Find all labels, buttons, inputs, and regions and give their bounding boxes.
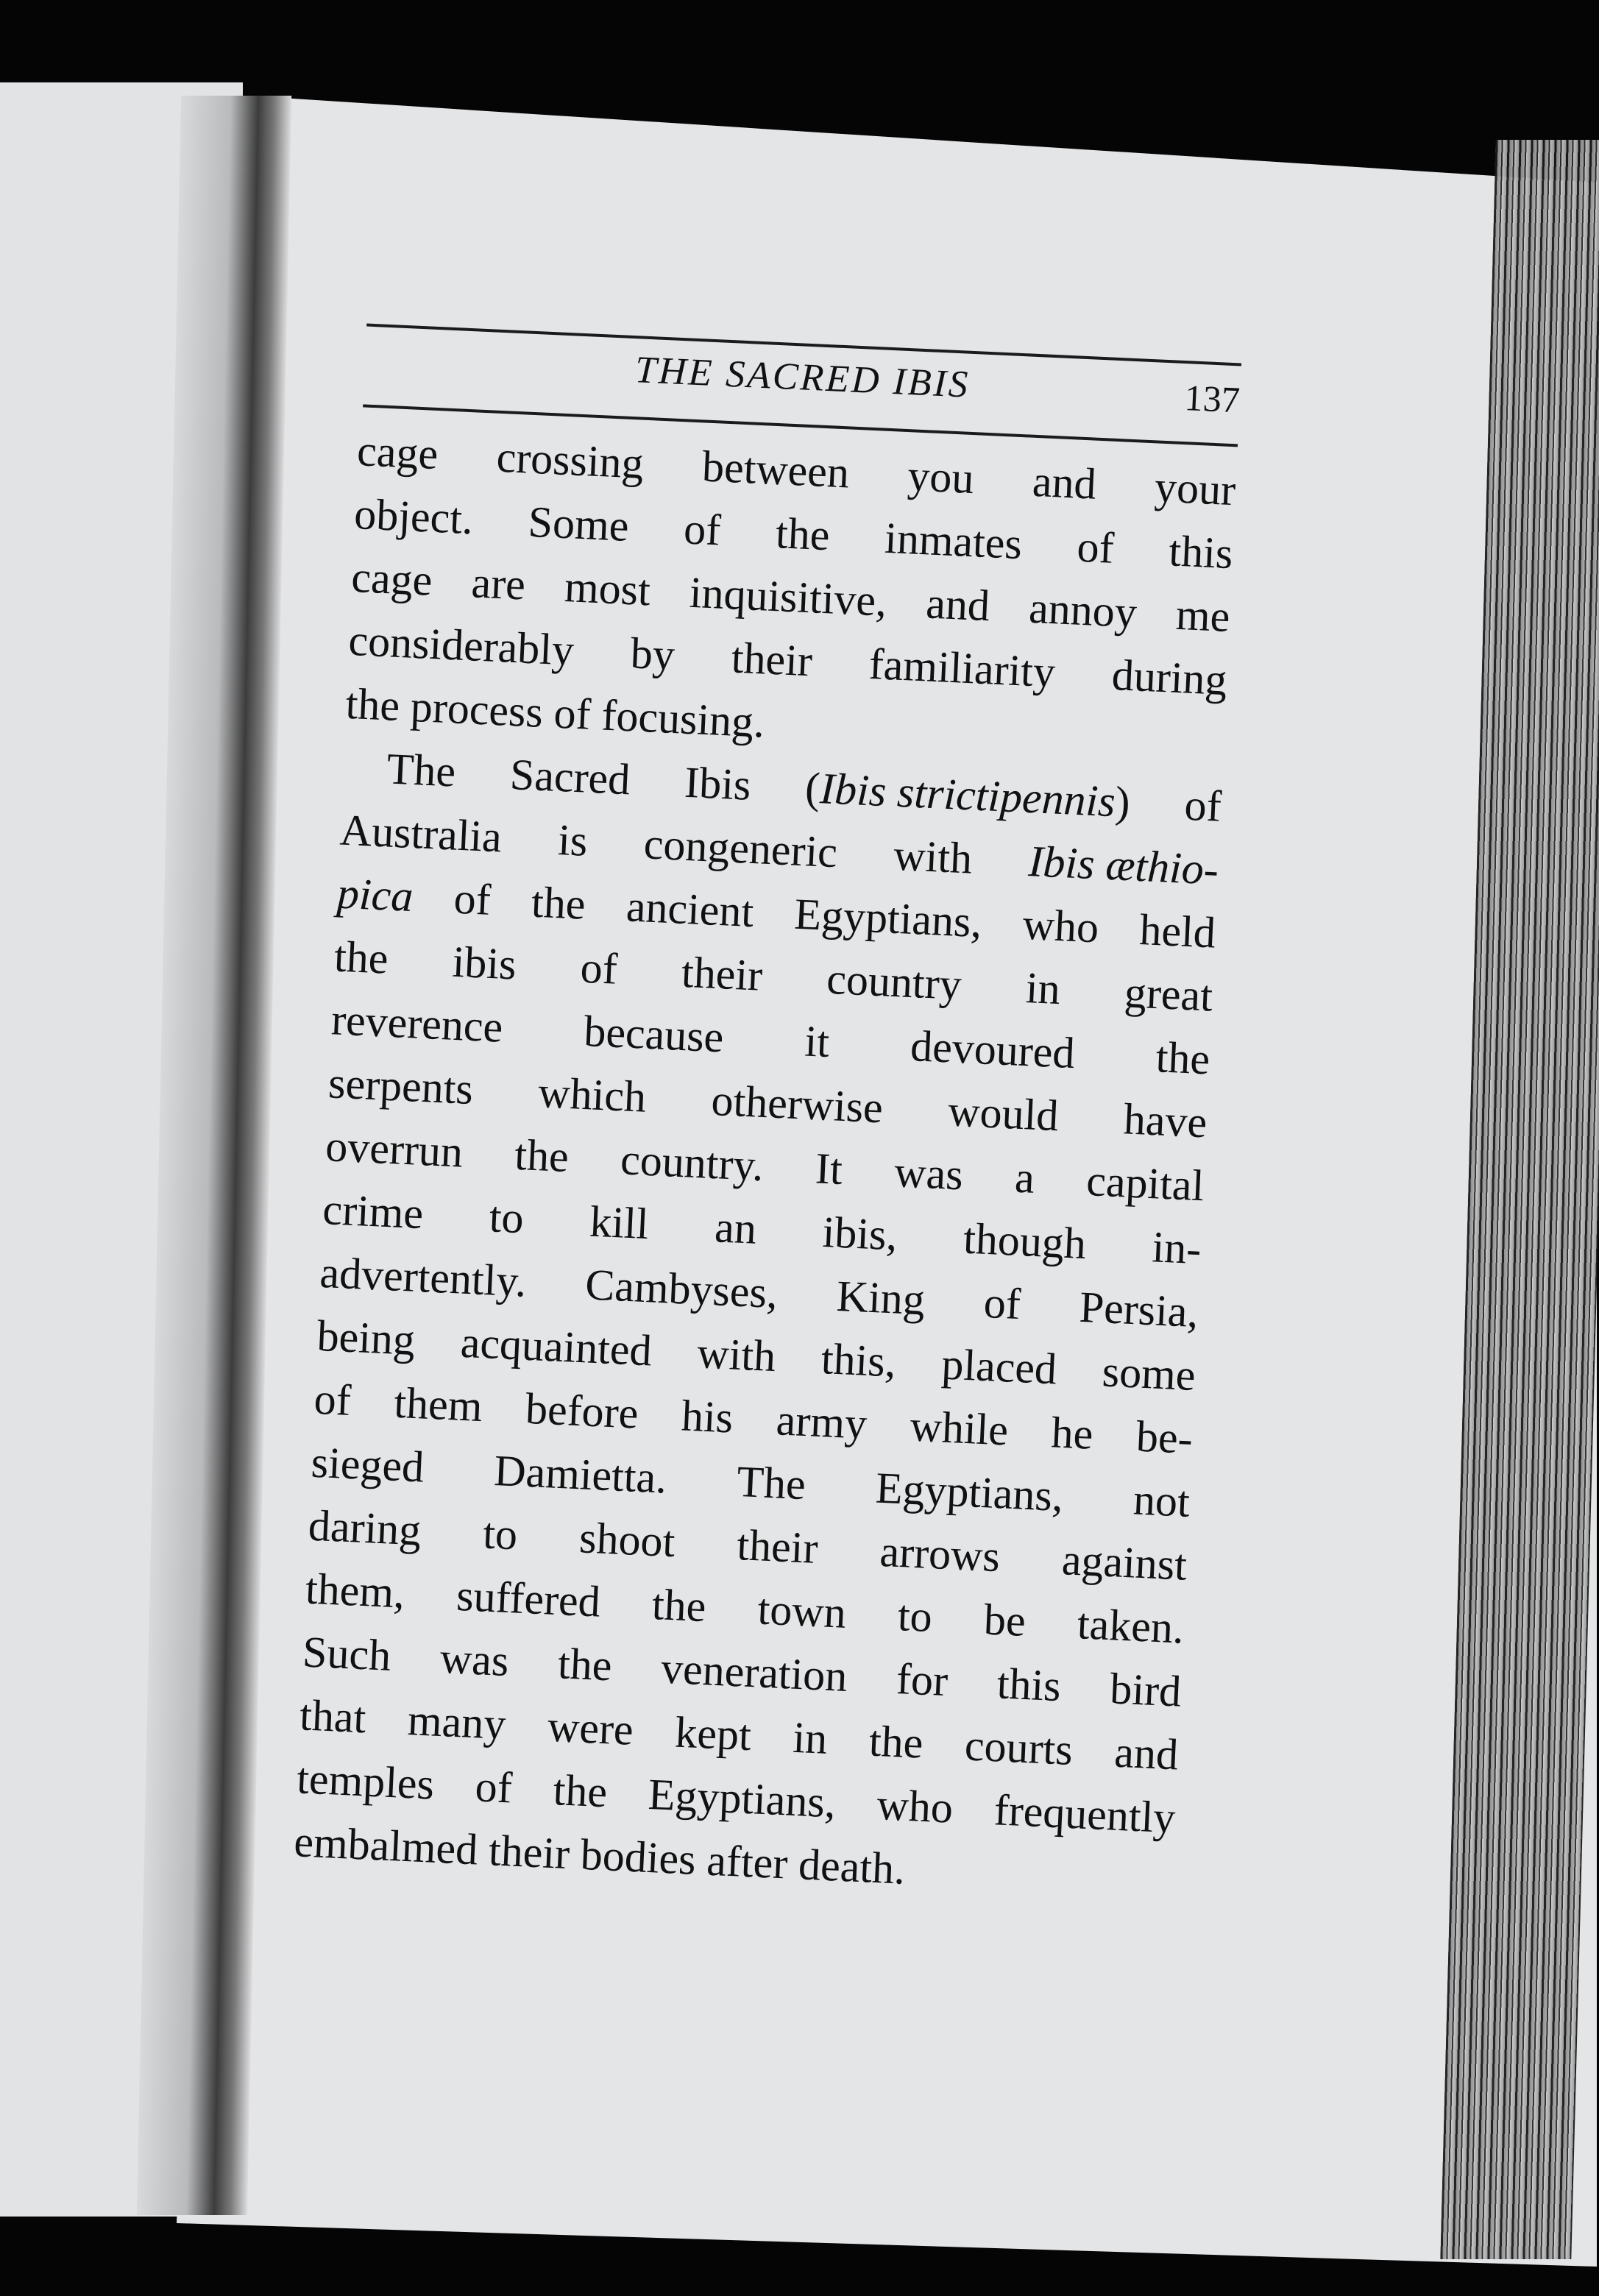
word: a <box>1013 1152 1036 1202</box>
word: some <box>1101 1347 1197 1400</box>
word: army <box>775 1395 868 1448</box>
word: taken. <box>1076 1599 1185 1653</box>
word: and <box>1031 456 1098 509</box>
running-head-title: THE SACRED IBIS <box>634 349 971 406</box>
word: an <box>713 1202 758 1253</box>
word: acquainted <box>459 1317 653 1375</box>
word: to <box>482 1509 519 1559</box>
word: in <box>1024 963 1062 1014</box>
paren-open: ( <box>804 763 821 813</box>
word: by <box>629 628 676 679</box>
word: ibis, <box>821 1207 898 1260</box>
word: their <box>736 1520 819 1573</box>
word: before <box>524 1383 639 1438</box>
word: daring <box>307 1500 422 1555</box>
word: because <box>583 1006 725 1062</box>
word: most <box>563 562 652 615</box>
word: crime <box>322 1185 425 1239</box>
word: during <box>1110 650 1229 705</box>
page-number: 137 <box>1183 377 1241 421</box>
word: of <box>682 504 722 555</box>
word: the <box>530 877 587 929</box>
word: in <box>792 1712 829 1763</box>
word: held <box>1138 905 1217 957</box>
word: of <box>579 943 619 993</box>
word: for <box>895 1654 949 1706</box>
word: was <box>893 1147 965 1200</box>
word: you <box>907 451 976 503</box>
word: suffered <box>455 1570 602 1626</box>
word: them <box>393 1378 484 1431</box>
word: It <box>814 1144 844 1194</box>
word: The <box>386 744 457 796</box>
word: who <box>1021 899 1100 952</box>
word: Egyptians, <box>874 1463 1065 1521</box>
word: advertently. <box>319 1247 528 1306</box>
word: annoy <box>1027 583 1138 637</box>
word: familiarity <box>868 639 1057 697</box>
word: their <box>730 633 814 686</box>
word: Such <box>301 1627 392 1680</box>
word: Ibis <box>683 757 752 809</box>
word: them, <box>304 1564 406 1618</box>
word: kill <box>589 1197 650 1249</box>
word: and <box>1113 1727 1180 1779</box>
latin-name-text: Ibis æthio- <box>1027 837 1220 894</box>
paren-close: ) <box>1114 777 1132 827</box>
word: be- <box>1135 1411 1194 1463</box>
word: congeneric <box>642 819 839 877</box>
word: town <box>756 1584 848 1637</box>
word: inmates <box>883 513 1024 569</box>
word: are <box>470 558 527 609</box>
word: The <box>736 1456 807 1509</box>
word: that <box>298 1690 367 1743</box>
word: Damietta. <box>493 1445 668 1503</box>
word: Egyptians, <box>647 1769 837 1827</box>
word: your <box>1153 462 1237 515</box>
word: would <box>947 1086 1060 1141</box>
word: he <box>1050 1408 1094 1459</box>
word: inquisitive, <box>688 567 888 626</box>
word: the <box>514 1130 570 1182</box>
word: arrows <box>879 1526 1001 1581</box>
word: the <box>774 509 832 560</box>
word-group: embalmed their bodies after death. <box>293 1817 907 1893</box>
word: kept <box>674 1707 753 1760</box>
word: bird <box>1109 1664 1183 1716</box>
word: not <box>1132 1475 1191 1526</box>
word: were <box>546 1701 635 1754</box>
latin-name-text: pica <box>336 868 414 921</box>
word: Australia <box>338 805 503 862</box>
word: against <box>1060 1535 1188 1590</box>
word: of <box>1183 780 1223 831</box>
word: Cambyses, <box>584 1260 779 1318</box>
word: while <box>909 1401 1010 1455</box>
word: have <box>1122 1094 1208 1147</box>
word: their <box>680 947 764 1000</box>
word: which <box>537 1068 648 1122</box>
word: the <box>556 1639 613 1690</box>
word: veneration <box>659 1643 848 1701</box>
word: the <box>333 932 389 983</box>
word: and <box>925 578 991 631</box>
word: to <box>488 1192 525 1243</box>
word: otherwise <box>710 1075 884 1133</box>
word: between <box>701 442 851 497</box>
word: of <box>1076 522 1116 573</box>
word: the <box>650 1579 707 1631</box>
word: this <box>1168 526 1234 578</box>
word: devoured <box>909 1021 1076 1078</box>
word: Sacred <box>508 750 631 804</box>
word: cage <box>350 552 433 605</box>
word: of <box>453 874 492 924</box>
word: Persia, <box>1078 1282 1199 1337</box>
word: this, <box>820 1334 898 1386</box>
word: capital <box>1085 1156 1205 1211</box>
word: courts <box>963 1721 1074 1774</box>
word: overrun <box>325 1122 464 1177</box>
word: sieged <box>310 1437 425 1492</box>
word: this <box>996 1659 1063 1711</box>
word: ibis <box>451 937 518 989</box>
word-group: the process of focusing. <box>344 678 766 747</box>
word: country <box>826 954 963 1010</box>
word: ancient <box>625 882 755 937</box>
word: in- <box>1151 1222 1202 1274</box>
word: frequently <box>993 1785 1177 1843</box>
word: many <box>406 1696 507 1749</box>
latin-name-text: Ibis strictipennis <box>818 764 1117 826</box>
word: temples <box>296 1754 436 1809</box>
word: his <box>680 1391 734 1442</box>
word: Some <box>527 497 630 550</box>
word: with <box>696 1328 777 1381</box>
word: shoot <box>578 1513 676 1567</box>
word: great <box>1123 968 1214 1021</box>
word: with <box>893 830 974 883</box>
word: reverence <box>330 995 504 1052</box>
word: object. <box>353 489 475 544</box>
word: the <box>868 1716 924 1768</box>
word: of <box>474 1762 514 1813</box>
word: was <box>439 1633 510 1686</box>
word: placed <box>940 1339 1058 1394</box>
word: Egyptians, <box>793 889 983 947</box>
word: King <box>835 1271 926 1325</box>
word: me <box>1174 589 1231 642</box>
body-text <box>293 419 1237 1913</box>
word: crossing <box>495 432 645 488</box>
word: the <box>552 1765 609 1817</box>
word: of <box>982 1278 1022 1329</box>
word: be <box>982 1595 1027 1645</box>
word: though <box>962 1213 1088 1269</box>
word: it <box>804 1016 831 1066</box>
word: country. <box>619 1135 765 1191</box>
word: of <box>313 1374 352 1425</box>
word: serpents <box>327 1058 475 1114</box>
word: is <box>556 815 589 865</box>
word: who <box>876 1780 954 1832</box>
word: to <box>896 1591 934 1642</box>
word: cage <box>355 426 439 479</box>
page-text-block <box>219 294 1272 1993</box>
word: considerably <box>347 615 575 675</box>
running-head <box>364 336 1241 434</box>
word: being <box>316 1311 416 1364</box>
word: the <box>1155 1032 1211 1084</box>
